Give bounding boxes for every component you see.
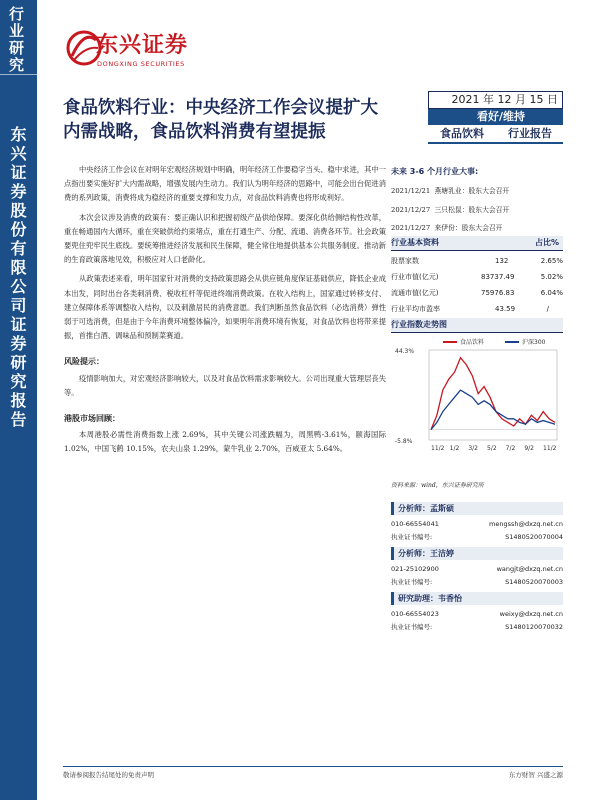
x-tick-label: 3/2 (468, 445, 478, 452)
logo-english: DONGXING SECURITIES (97, 60, 185, 68)
risk-heading: 风险提示： (64, 357, 104, 367)
analyst-contact: 010-66554041 mengssh@dxzq.net.cn (391, 520, 563, 528)
report-title: 食品饮料行业：中央经济工作会议提扩大内需战略，食品饮料消费有望提振 (63, 98, 378, 142)
sidebar-category: 行业研究 (7, 6, 25, 74)
footer-divider (63, 766, 563, 767)
x-tick-label: 11/2 (543, 445, 557, 452)
analyst-heading: 分析师：孟斯硕 (391, 502, 563, 515)
y-tick-label: -5.8% (395, 438, 413, 445)
y-tick-label: 44.3% (395, 348, 415, 355)
event-item: 2021/12/21 燕塘乳业：股东大会召开 (391, 187, 510, 195)
event-item: 2021/12/27 三只松鼠：股东大会召开 (391, 206, 510, 214)
event-item: 2021/12/27 来伊份：股东大会召开 (391, 224, 503, 232)
report-tags (428, 126, 563, 144)
footer-disclaimer: 敬请参阅报告结尾处的免责声明 (63, 771, 154, 779)
sidebar-top (0, 0, 37, 75)
report-type-tag: 行业报告 (508, 127, 552, 140)
analyst-cert: 执业证书编号: S1480520070004 (391, 533, 563, 541)
x-tick-label: 7/2 (505, 445, 516, 452)
rating-badge: 看好/维持 (428, 109, 563, 125)
x-tick-label: 1/2 (449, 445, 460, 452)
analyst-cert: 执业证书编号: S1480120070032 (391, 623, 563, 631)
report-date: 2021 年 12 月 15 日 (428, 91, 563, 109)
series-line (431, 358, 555, 430)
basic-data-header: 行业基本资料 占比% (391, 236, 563, 251)
sidebar (0, 0, 37, 800)
paragraph: 中央经济工作会议在对明年宏观经济规划中明确，明年经济工作要稳字当头、稳中求进，其中一点指出要实施好扩大内需战略，增强发展内生动力。我们认为明年经济的思路中，可能会出台促进消费的系列政策，消费将成为稳经济的重要支撑和发力点，对食品饮料消费也将形成利好。 (64, 165, 386, 203)
legend-label: 沪深300 (522, 339, 546, 346)
table-row: 行业市值(亿元) 83737.49 5.02% (391, 273, 563, 281)
table-row: 行业平均市盈率 43.59 / (391, 305, 549, 313)
analyst-cert: 执业证书编号: S1480520070003 (391, 578, 563, 586)
industry-tag: 食品饮料 (440, 127, 484, 140)
legend-label: 食品饮料 (460, 339, 485, 346)
x-tick-label: 11/2 (431, 445, 445, 452)
plot-area (429, 350, 557, 440)
hk-text: 本周港股必需性消费指数上涨 2.69%，其中关键公司涨跌幅为，周黑鸭-3.61%，颐海国际 1.02%，中国飞鹤 10.15%，农夫山泉 1.29%，蒙牛乳业 2.70%，百威亚太 5.64%。 (64, 430, 386, 454)
index-chart (391, 336, 563, 476)
chart-source: 资料来源：wind，东兴证券研究所 (391, 482, 484, 489)
analyst-heading: 分析师：王洁婷 (391, 547, 563, 560)
series-line (431, 390, 555, 430)
hk-heading: 港股市场回顾： (64, 414, 120, 424)
footer-slogan: 东方财智 兴盛之源 (508, 771, 563, 779)
risk-text: 疫情影响加大，对宏观经济影响较大，以及对食品饮料需求影响较大。公司出现重大管理层丧失等。 (64, 373, 386, 397)
chart-header: 行业指数走势图 (391, 318, 563, 333)
x-tick-label: 5/2 (487, 445, 497, 452)
analyst-contact: 021-25102900 wangjt@dxzq.net.cn (391, 565, 563, 573)
analyst-heading: 研究助理：韦香怡 (391, 592, 563, 605)
sidebar-company: 东兴证券股份有限公司证券研究报告 (8, 126, 27, 430)
logo-name: 东兴证券 (96, 33, 189, 58)
x-tick-label: 9/2 (524, 445, 534, 452)
paragraph: 从政策表述来看，明年国家针对消费的支持政策思路会从供应链角度保证基础供应，降低企业成本出发，同时出台各类刺消费、税收杠杆等促进终端消费政策。在收入结构上，国家通过转移支付、建立保障体系等调整收入结构，以及刺激居民的消费意愿。我们判断虽然食品饮料（必选消费）弹性弱于可选消费，但是由于今年消费环境整体偏冷，如果明年消费环境有恢复，对食品饮料也将带来提振，首推白酒、调味品和预制菜赛道。 (64, 274, 386, 341)
analyst-contact: 010-66554023 weixy@dxzq.net.cn (391, 610, 563, 618)
table-row: 流通市值(亿元) 75976.83 6.04% (391, 289, 563, 297)
table-row: 股票家数 132 2.65% (391, 257, 563, 265)
report-meta-box (428, 91, 563, 141)
paragraph: 本次会议涉及消费的政策有：要正确认识和把握初级产品供给保障。要深化供给侧结构性改革，重在畅通国内大循环，重在突破供给约束堵点，重在打通生产、分配、流通、消费各环节。社会政策要兜住兜牢民生底线。要统筹推进经济发展和民生保障，健全常住地提供基本公共服务制度。推动新的生育政策落地见效，积极应对人口老龄化。 (64, 212, 386, 265)
main-body (64, 163, 386, 462)
events-title: 未来 3-6 个月行业大事: (391, 167, 479, 176)
